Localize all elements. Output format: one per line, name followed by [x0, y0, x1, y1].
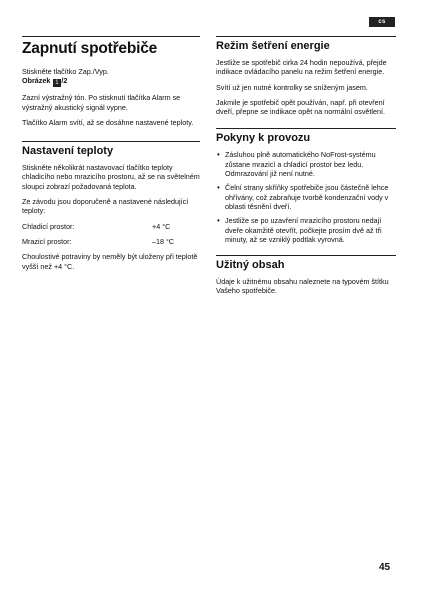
- list-item-text: Zásluhou plně automatického NoFrost-systému zůstane mrazicí a chladicí prostor bez ledu. Odmrazování již není nutné.: [225, 150, 376, 179]
- right-column: [216, 36, 396, 302]
- perishable-paragraph: Choulostivé potraviny by neměly být uloženy při teplotě vyšší než +4 °C.: [22, 252, 198, 271]
- bullet-icon: •: [217, 183, 220, 193]
- temperature-paragraph: Stiskněte několikrát nastavovací tlačítko teploty chladicího nebo mrazicího prostoru, až se na světelném sloupci zobrazí požadovaná teplota.: [22, 163, 200, 191]
- figure-reference: [22, 76, 200, 87]
- section-rule: [216, 255, 396, 256]
- list-item: [216, 183, 396, 211]
- section-rule: [216, 36, 396, 37]
- factory-paragraph: Ze závodu jsou doporučeně a nastavené následující teploty:: [22, 197, 189, 216]
- heading-temperature: Nastavení teploty: [22, 145, 114, 158]
- heading-usable-volume: Užitný obsah: [216, 259, 285, 272]
- bullet-icon: •: [217, 150, 220, 160]
- energy-paragraph-3: Jakmile je spotřebič opět používán, např. při otevření dveří, přepne se indikace opět na normální osvětlení.: [216, 97, 386, 117]
- page-number: 45: [379, 562, 391, 573]
- heading-instructions: Pokyny k provozu: [216, 132, 311, 145]
- section-rule: [216, 128, 396, 129]
- list-item: [216, 216, 396, 244]
- energy-paragraph-2: Svítí už jen nutné kontrolky se sníženým jasem.: [216, 82, 368, 92]
- energy-paragraph: Jestliže se spotřebič cirka 24 hodin nepoužívá, přejde indikace ovládacího panelu na režim šetření energie.: [216, 58, 387, 77]
- alarm-paragraph: Zazní výstražný tón. Po stisknutí tlačítka Alarm se výstražný akustický signál vypne.: [22, 93, 181, 112]
- volume-paragraph: Údaje k užitnému obsahu naleznete na typovém štítku Vašeho spotřebiče.: [216, 277, 389, 296]
- figure-label: Obrázek: [22, 76, 51, 86]
- page-title: Zapnutí spotřebiče: [22, 40, 158, 57]
- temp-row-fridge: [22, 222, 200, 231]
- figure-suffix: /2: [61, 76, 68, 86]
- temp-value: +4 °C: [152, 221, 171, 231]
- intro-text: Stiskněte tlačítko Zap./Vyp.: [22, 67, 109, 76]
- section-rule: [22, 141, 200, 142]
- list-item-text: Čelní strany skříňky spotřebiče jsou částečně lehce ohřívány, což zabraňuje tvorbě kondenzační vody v oblasti těsnění dveří.: [225, 183, 389, 211]
- list-item: [216, 150, 396, 178]
- figure-number-badge: 1: [53, 79, 61, 87]
- list-item-text: Jestliže se po uzavření mrazicího prostoru nedají dveře okamžitě otevřít, počkejte prosím dvě až tři minuty, až se vzniklý podtlak vyrovná.: [225, 216, 382, 244]
- title-rule: [22, 36, 200, 37]
- alarm-button-paragraph: Tlačítko Alarm svítí, až se dosáhne nastavené teploty.: [22, 117, 194, 127]
- language-tab: cs: [369, 17, 395, 27]
- instructions-list: [216, 150, 396, 244]
- left-column: [22, 36, 200, 277]
- heading-energy-saving: Režim šetření energie: [216, 40, 330, 52]
- temp-label: Mrazicí prostor:: [22, 236, 72, 246]
- temp-row-freezer: [22, 237, 200, 246]
- temp-value: –18 °C: [152, 236, 175, 246]
- temp-label: Chladicí prostor:: [22, 221, 75, 231]
- bullet-icon: •: [217, 216, 220, 226]
